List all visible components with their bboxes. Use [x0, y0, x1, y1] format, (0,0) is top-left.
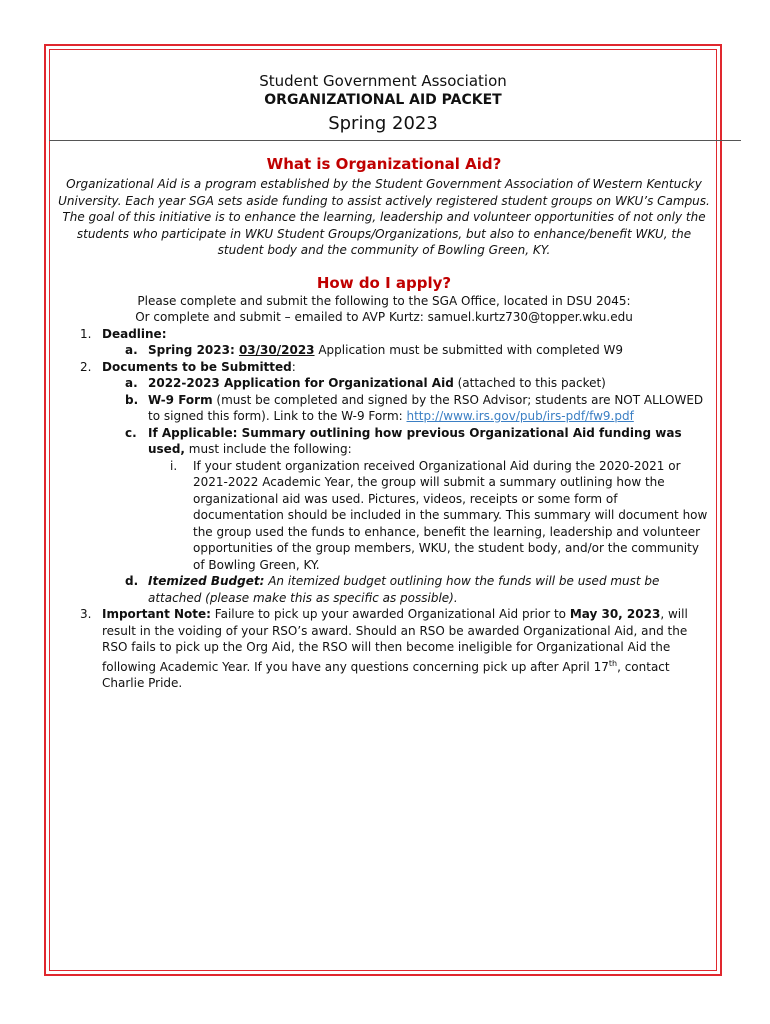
packet-title: ORGANIZATIONAL AID PACKET	[264, 92, 502, 108]
summary-text: must include the following:	[184, 442, 352, 456]
list-item-summary	[58, 425, 710, 458]
w9-label: W-9 Form	[148, 392, 213, 407]
list-item-spring-deadline	[58, 342, 710, 359]
w9-text: (must be completed and signed by the RSO Advisor; students are NOT ALLOWED to signed this form). Link to the W-9 Form:	[148, 392, 704, 423]
list-item-summary-detail	[58, 458, 710, 574]
apply-instructions-email: Or complete and submit – emailed to AVP Kurtz: samuel.kurtz730@topper.wku.edu	[135, 310, 633, 324]
header-divider	[49, 140, 741, 141]
list-letter: b.	[125, 392, 139, 407]
ordinal-suffix: th	[608, 658, 618, 668]
list-number: 1.	[80, 326, 92, 341]
documents-colon: :	[291, 359, 296, 374]
pickup-deadline-date: May 30, 2023	[569, 607, 661, 621]
list-letter: a.	[125, 343, 138, 357]
spring-deadline-label: Spring 2023:	[148, 343, 239, 357]
intro-heading: What is Organizational Aid?	[266, 155, 502, 173]
deadline-date: 03/30/2023	[238, 343, 315, 357]
summary-label: If Applicable: Summary outlining how previous Organizational Aid funding was used,	[148, 425, 682, 456]
important-note-contact: , contact Charlie Pride.	[102, 659, 670, 690]
apply-heading: How do I apply?	[316, 273, 452, 292]
budget-label: Itemized Budget:	[148, 574, 265, 588]
list-letter: a.	[125, 376, 138, 390]
list-item-w9	[58, 392, 710, 425]
organization-name: Student Government Association	[259, 72, 507, 90]
list-letter: c.	[125, 425, 137, 440]
list-roman: i.	[170, 458, 178, 473]
term-label: Spring 2023	[328, 113, 438, 134]
list-item-important-note	[58, 606, 710, 692]
summary-detail-text: If your student organization received Organizational Aid during the 2020-2021 or 2021-2022 Academic Year, the group will submit a summary outlining how the organizational aid was used. Pictures, videos, receipts or some form of documentation should be included in the summary. This summary will document how the group used the funds to enhance, benefit the learning, leadership and volunteer opportunities of the group members, WKU, the student body, and/or the community of Bowling Green, KY.	[193, 458, 708, 572]
list-letter: d.	[125, 574, 139, 588]
important-note-text: Failure to pick up your awarded Organizational Aid prior to	[210, 607, 570, 621]
list-item-budget	[58, 573, 710, 606]
application-text: (attached to this packet)	[453, 376, 606, 390]
application-label: 2022-2023 Application for Organizational Aid	[148, 376, 454, 390]
apply-instructions-office: Please complete and submit the following to the SGA Office, located in DSU 2045:	[137, 293, 631, 308]
deadline-label: Deadline:	[102, 326, 167, 341]
document-body	[58, 154, 710, 692]
important-note-label: Important Note:	[102, 607, 211, 621]
deadline-text: Application must be submitted with completed W9	[314, 343, 624, 357]
w9-form-link[interactable]: http://www.irs.gov/pub/irs-pdf/fw9.pdf	[406, 409, 634, 423]
list-number: 3.	[80, 607, 92, 621]
important-note-text-cont: , will result in the voiding of your RSO’s award. Should an RSO be awarded Organizational Aid, and the RSO fails to pick up the Org Aid, the RSO will then become ineligible for Organizational Aid the following Academic Year. If you have any questions concerning pick up after April 17	[102, 607, 688, 674]
list-item-documents	[58, 359, 710, 376]
documents-label: Documents to be Submitted	[102, 359, 292, 374]
list-item-deadline	[58, 326, 710, 343]
list-number: 2.	[80, 359, 92, 374]
intro-paragraph: Organizational Aid is a program established by the Student Government Association of Western Kentucky University. Each year SGA sets aside funding to assist actively registered student groups on WKU’s Campus. The goal of this initiative is to enhance the learning, leadership and volunteer opportunities of not only the students who participate in WKU Student Groups/Organizations, but also to enhance/benefit WKU, the student body and the community of Bowling Green, KY.	[58, 177, 710, 257]
budget-text: An itemized budget outlining how the funds will be used must be attached (please make this as specific as possible).	[148, 574, 660, 605]
page-header	[49, 72, 717, 136]
list-item-application	[58, 375, 710, 392]
